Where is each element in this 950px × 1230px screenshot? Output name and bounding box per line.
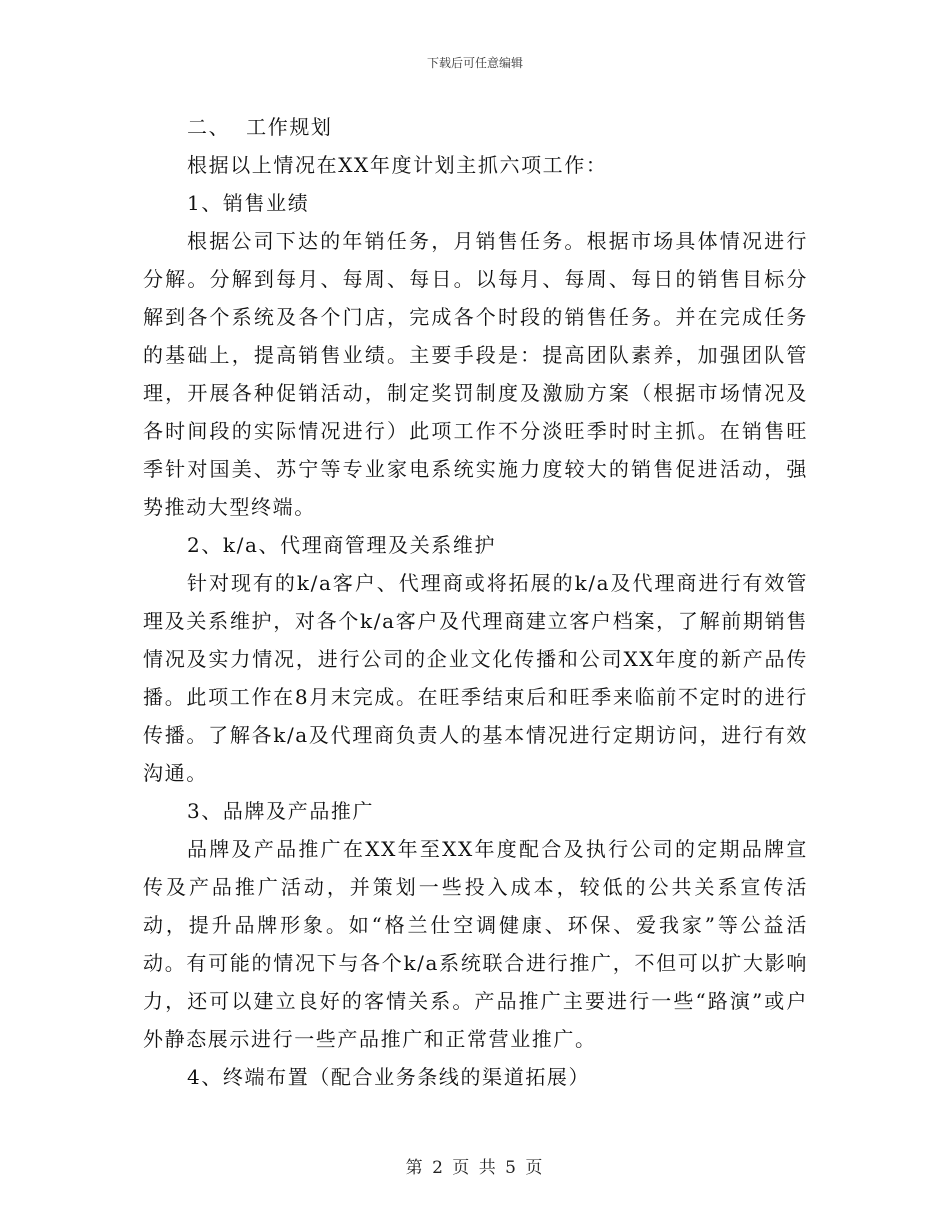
- item4-title: 4、终端布置（配合业务条线的渠道拓展）: [187, 1065, 591, 1089]
- page-number: 第 2 页 共 5 页: [405, 1158, 545, 1178]
- item3-title: 3、品牌及产品推广: [187, 799, 375, 823]
- item1-paragraph: 根据公司下达的年销任务，月销售任务。根据市场具体情况进行分解。分解到每月、每周、每日。以每月、每周、每日的销售目标分解到各个系统及各个门店，完成各个时段的销售任务。并在完成任务的基础上，提高销售业绩。主要手段是：提高团队素养，加强团队管理，开展各种促销活动，制定奖罚制度及激励方案（根据市场情况及各时间段的实际情况进行）此项工作不分淡旺季时时主抓。在销售旺季针对国美、苏宁等专业家电系统实施力度较大的销售促进活动，强势推动大型终端。: [143, 229, 808, 519]
- item1-title: 1、销售业绩: [187, 191, 310, 215]
- section-heading: 二、 工作规划: [187, 115, 333, 139]
- item3-paragraph: 品牌及产品推广在XX年至XX年度配合及执行公司的定期品牌宣传及产品推广活动，并策划一些投入成本，较低的公共关系宣传活动，提升品牌形象。如“格兰仕空调健康、环保、爱我家”等公益活动。有可能的情况下与各个k/a系统联合进行推广，不但可以扩大影响力，还可以建立良好的客情关系。产品推广主要进行一些“路演”或户外静态展示进行一些产品推广和正常营业推广。: [143, 837, 808, 1051]
- document-body: [143, 108, 808, 1096]
- item2-title: 2、k/a、代理商管理及关系维护: [187, 533, 497, 557]
- intro-paragraph: 根据以上情况在XX年度计划主抓六项工作：: [187, 153, 608, 177]
- item2-paragraph: 针对现有的k/a客户、代理商或将拓展的k/a及代理商进行有效管理及关系维护，对各个k/a客户及代理商建立客户档案，了解前期销售情况及实力情况，进行公司的企业文化传播和公司XX年度的新产品传播。此项工作在8月末完成。在旺季结束后和旺季来临前不定时的进行传播。了解各k/a及代理商负责人的基本情况进行定期访问，进行有效沟通。: [143, 571, 808, 785]
- page-header-note: 下载后可任意编辑: [426, 56, 523, 70]
